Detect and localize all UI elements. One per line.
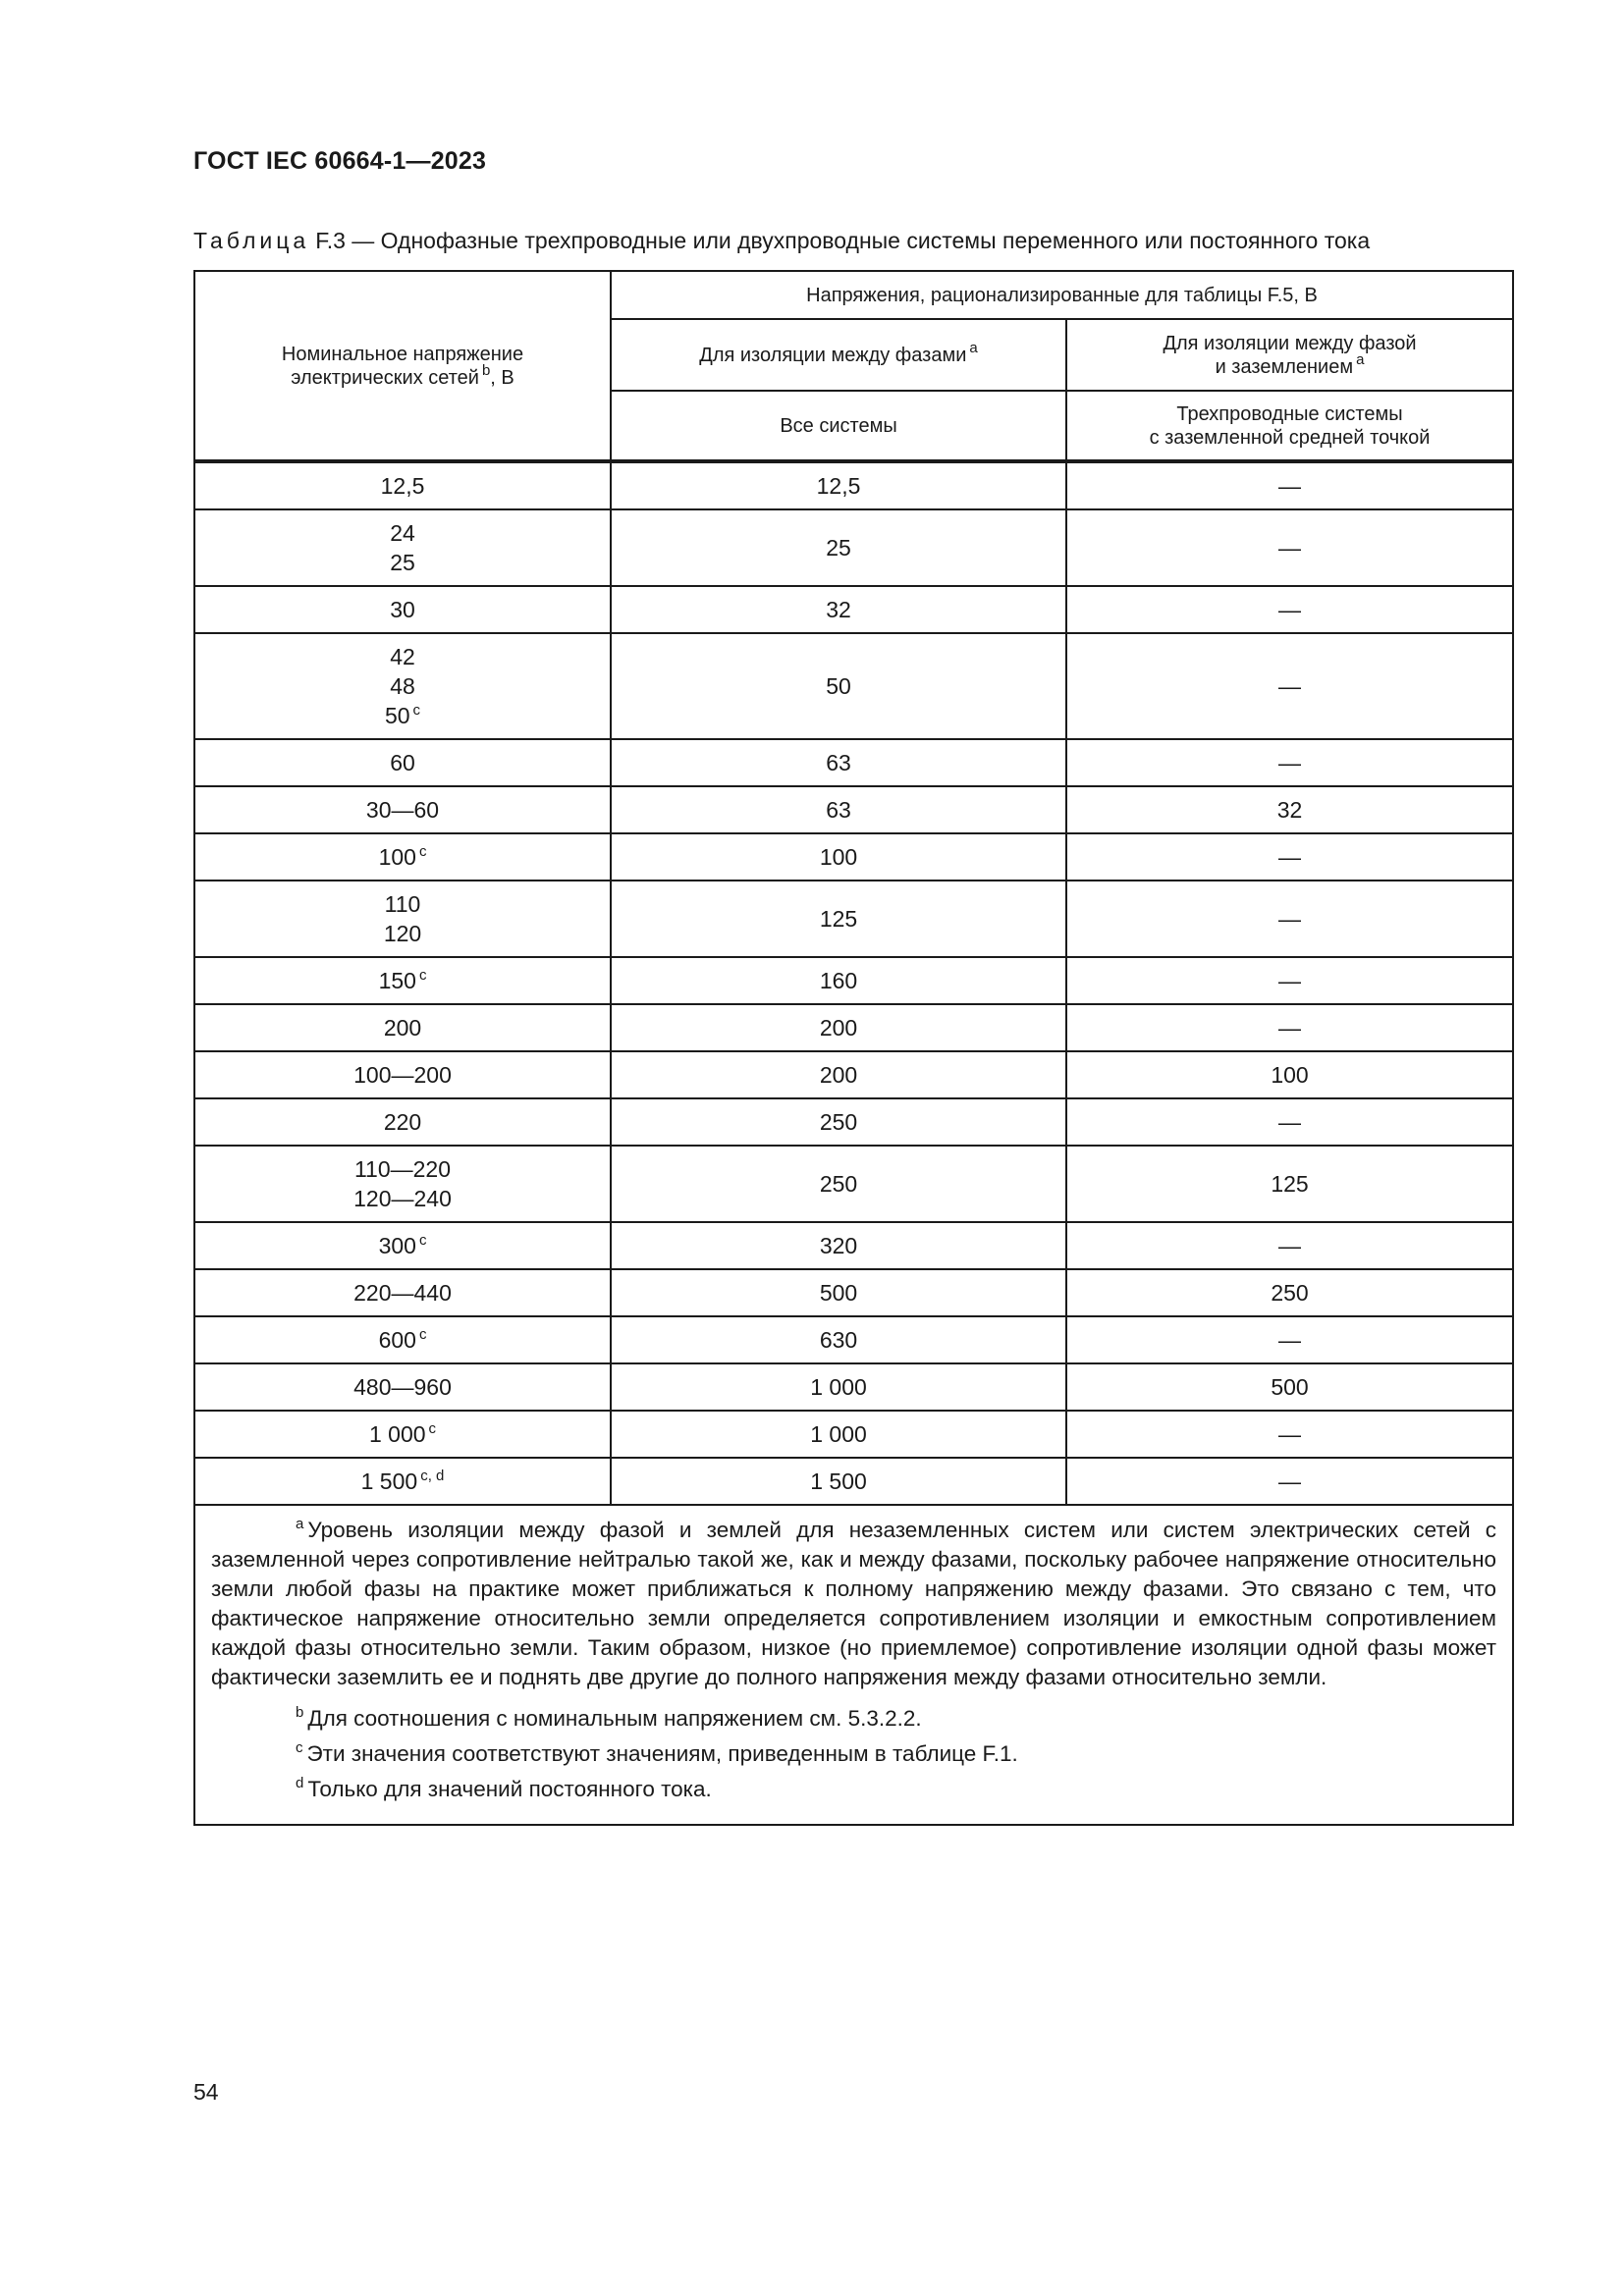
phase-to-earth-voltage-cell: — — [1066, 957, 1513, 1004]
table-row — [194, 739, 1513, 786]
nominal-voltage-cell: 60 — [194, 739, 611, 786]
phase-to-phase-voltage-cell: 250 — [611, 1098, 1066, 1146]
footnote-mark: d — [296, 1775, 304, 1791]
table-footnotes — [194, 1505, 1513, 1825]
phase-to-phase-voltage-cell: 1 500 — [611, 1458, 1066, 1505]
footnote-mark-a: a — [969, 339, 978, 356]
phase-to-phase-voltage-cell: 25 — [611, 509, 1066, 586]
footnote-a: $^a$ Уровень изоляции между фазой и землей для незаземленных систем или систем электрических сетей с заземленной через сопротивление нейтралью такой же, как и между фазами, поскольку рабочее напряжение относительно земли любой фазы на практике может приближаться к полному напряжению между фазами. Это связано с тем, что фактическое напряжение относительно земли определяется сопротивлением изоляции и емкостным сопротивлением каждой фазы относительно земли. Таким образом, низкое (но приемлемое) сопротивление изоляции одной фазы может фактически заземлить ее и поднять две другие до полного напряжения между фазами относительно земли. — [211, 1516, 1497, 1689]
col1-header — [194, 271, 611, 461]
phase-to-phase-voltage-cell: 1 000 — [611, 1411, 1066, 1458]
page-number: 54 — [193, 2079, 219, 2105]
table-row — [194, 881, 1513, 957]
table-row — [194, 1458, 1513, 1505]
nominal-voltage-cell: 1 000 $^c$ — [194, 1411, 611, 1458]
col1-header-line1: Номинальное напряжение — [281, 343, 524, 365]
phase-to-phase-voltage-cell: 100 — [611, 833, 1066, 881]
phase-to-phase-voltage-cell: 63 — [611, 739, 1066, 786]
phase-to-earth-voltage-cell: — — [1066, 1458, 1513, 1505]
table-row — [194, 1363, 1513, 1411]
table-row — [194, 1051, 1513, 1098]
phase-to-earth-voltage-cell: — — [1066, 586, 1513, 633]
footnote-mark: a — [296, 1516, 304, 1532]
nominal-voltage-cell: 220—440 — [194, 1269, 611, 1316]
phase-to-phase-voltage-cell: 320 — [611, 1222, 1066, 1269]
table-body — [194, 461, 1513, 1505]
table-row — [194, 633, 1513, 739]
table-row — [194, 957, 1513, 1004]
table-row — [194, 833, 1513, 881]
nominal-voltage-cell: 600 $^c$ — [194, 1316, 611, 1363]
phase-to-phase-voltage-cell: 32 — [611, 586, 1066, 633]
nominal-voltage-cell: 42 48 50 $^c$ — [194, 633, 611, 739]
nominal-voltage-cell: 110—220 120—240 — [194, 1146, 611, 1222]
footnote-mark-b: b — [481, 361, 491, 379]
footnote-mark: c — [418, 967, 427, 984]
phase-to-earth-voltage-cell: — — [1066, 509, 1513, 586]
table-row — [194, 1316, 1513, 1363]
table-row — [194, 786, 1513, 833]
col1-header-line2: электрических сетей $^b$, В — [291, 361, 514, 389]
phase-to-earth-voltage-cell: 32 — [1066, 786, 1513, 833]
footnote-d: $^d$ Только для значений постоянного тока. — [296, 1775, 712, 1801]
table-row — [194, 1098, 1513, 1146]
phase-to-earth-voltage-cell: 125 — [1066, 1146, 1513, 1222]
phase-to-phase-voltage-cell: 125 — [611, 881, 1066, 957]
footnote-mark: c — [418, 843, 427, 860]
phase-to-earth-voltage-cell: — — [1066, 1411, 1513, 1458]
nominal-voltage-cell: 12,5 — [194, 461, 611, 509]
table-caption — [193, 228, 1509, 254]
footnote-c: $^c$ Эти значения соответствуют значениям, приведенным в таблице F.1. — [296, 1739, 1018, 1766]
phase-to-phase-voltage-cell: 630 — [611, 1316, 1066, 1363]
phase-to-earth-voltage-cell: — — [1066, 881, 1513, 957]
caption-text: F.3 — Однофазные трехпроводные или двухпроводные системы переменного или постоянного тока — [315, 228, 1371, 253]
phase-to-phase-voltage-cell: 500 — [611, 1269, 1066, 1316]
phase-to-earth-voltage-cell: 250 — [1066, 1269, 1513, 1316]
col3-subheader: Трехпроводные системы с заземленной средней точкой — [1066, 391, 1513, 461]
table-row — [194, 461, 1513, 509]
table-row — [194, 1004, 1513, 1051]
phase-to-earth-voltage-cell: — — [1066, 633, 1513, 739]
nominal-voltage-cell: 110 120 — [194, 881, 611, 957]
footnote-mark: b — [296, 1704, 304, 1721]
nominal-voltage-cell: 150 $^c$ — [194, 957, 611, 1004]
nominal-voltage-cell: 200 — [194, 1004, 611, 1051]
phase-to-earth-voltage-cell: — — [1066, 833, 1513, 881]
phase-to-phase-voltage-cell: 1 000 — [611, 1363, 1066, 1411]
phase-to-earth-voltage-cell: — — [1066, 1316, 1513, 1363]
phase-to-phase-voltage-cell: 50 — [611, 633, 1066, 739]
footnote-mark-a: a — [1356, 350, 1365, 368]
group-header: Напряжения, рационализированные для таблицы F.5, В — [611, 271, 1513, 319]
phase-to-earth-voltage-cell: — — [1066, 1222, 1513, 1269]
footnote-mark: c — [418, 1326, 427, 1343]
table-header — [194, 271, 1513, 461]
phase-to-phase-voltage-cell: 200 — [611, 1051, 1066, 1098]
nominal-voltage-cell: 480—960 — [194, 1363, 611, 1411]
phase-to-phase-voltage-cell: 250 — [611, 1146, 1066, 1222]
footnote-mark: c — [428, 1420, 437, 1437]
nominal-voltage-cell: 100—200 — [194, 1051, 611, 1098]
nominal-voltage-cell: 1 500 $^{c, d}$ — [194, 1458, 611, 1505]
phase-to-phase-voltage-cell: 63 — [611, 786, 1066, 833]
footnote-mark: c — [296, 1739, 303, 1756]
phase-to-earth-voltage-cell: — — [1066, 1098, 1513, 1146]
nominal-voltage-cell: 300 $^c$ — [194, 1222, 611, 1269]
table-row — [194, 1269, 1513, 1316]
col2-subheader: Все системы — [611, 391, 1066, 461]
phase-to-phase-voltage-cell: 12,5 — [611, 461, 1066, 509]
col2-header: Для изоляции между фазами $^a$ — [611, 319, 1066, 391]
table-row — [194, 586, 1513, 633]
footnote-b: $^b$ Для соотношения с номинальным напряжением см. 5.3.2.2. — [296, 1704, 922, 1731]
phase-to-earth-voltage-cell: 100 — [1066, 1051, 1513, 1098]
footnote-mark: c, d — [420, 1468, 445, 1484]
footnote-mark: c — [418, 1232, 427, 1249]
phase-to-earth-voltage-cell: — — [1066, 739, 1513, 786]
footnote-mark: c — [412, 702, 421, 719]
document-header: ГОСТ IEC 60664-1—2023 — [193, 147, 487, 175]
nominal-voltage-cell: 220 — [194, 1098, 611, 1146]
phase-to-earth-voltage-cell: — — [1066, 1004, 1513, 1051]
table-row — [194, 509, 1513, 586]
nominal-voltage-cell: 100 $^c$ — [194, 833, 611, 881]
caption-label: Таблица — [193, 228, 310, 253]
table-row — [194, 1222, 1513, 1269]
phase-to-earth-voltage-cell: — — [1066, 461, 1513, 509]
voltage-table — [193, 270, 1514, 1826]
phase-to-earth-voltage-cell: 500 — [1066, 1363, 1513, 1411]
phase-to-phase-voltage-cell: 200 — [611, 1004, 1066, 1051]
nominal-voltage-cell: 30—60 — [194, 786, 611, 833]
phase-to-phase-voltage-cell: 160 — [611, 957, 1066, 1004]
nominal-voltage-cell: 24 25 — [194, 509, 611, 586]
table-row — [194, 1411, 1513, 1458]
table-row — [194, 1146, 1513, 1222]
nominal-voltage-cell: 30 — [194, 586, 611, 633]
col3-header: Для изоляции между фазой и заземлением $^a$ — [1066, 319, 1513, 391]
